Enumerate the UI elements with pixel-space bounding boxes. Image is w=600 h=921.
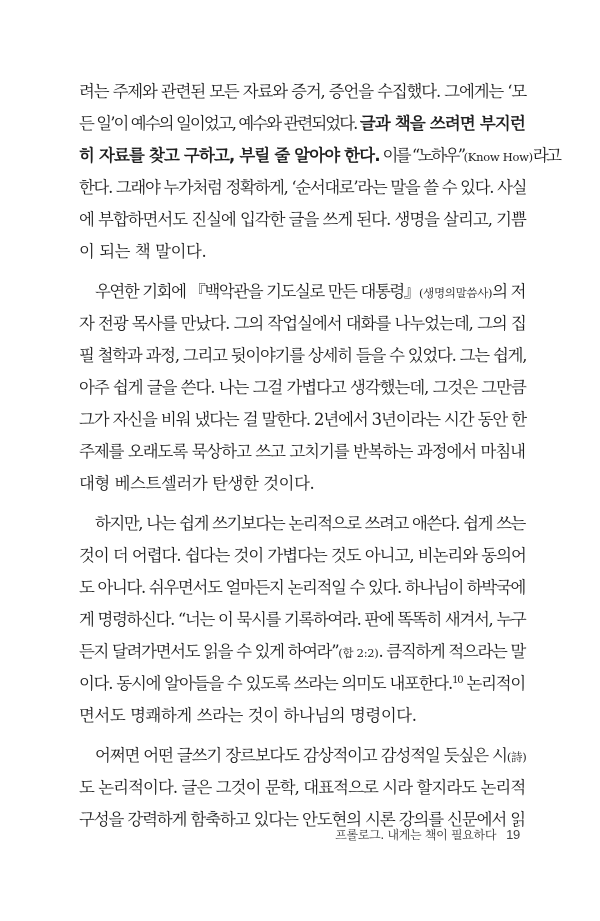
- text-line: [79, 508, 525, 540]
- text-run: 든지 달려가면서도 읽을 수 있게 하여라”: [79, 642, 339, 661]
- text-line: [79, 276, 525, 308]
- text-line: [79, 172, 525, 204]
- small-annotation: (생명의말씀사): [419, 286, 493, 300]
- text-run: 한다. 그래야 누가처럼 정확하게, ‘순서대로’라는 말을 쓸 수 있다. 사실: [79, 178, 527, 197]
- text-line: [79, 236, 525, 268]
- text-line: [79, 108, 525, 140]
- text-line: [79, 204, 525, 236]
- running-title: 프롤로그. 내게는 책이 필요하다: [335, 828, 497, 842]
- text-run: 이를 “노하우”: [379, 146, 464, 165]
- small-annotation: (합 2:2): [338, 646, 379, 660]
- text-line: [79, 636, 525, 668]
- text-run: 게 명령하신다. “너는 이 묵시를 기록하여라. 판에 똑똑히 새겨서, 누구: [79, 610, 526, 629]
- paragraph-spacer: [79, 268, 525, 276]
- bold-emphasis: 글과 책을 쓰려면 부지런: [359, 114, 525, 133]
- text-run: 자 전광 목사를 만났다. 그의 작업실에서 대화를 나누었는데, 그의 집: [79, 314, 526, 333]
- text-line: [79, 340, 525, 372]
- text-run: 려는 주제와 관련된 모든 자료와 증거, 증언을 수집했다. 그에게는 ‘모: [79, 82, 527, 101]
- text-line: [79, 404, 525, 436]
- text-run: 에 부합하면서도 진실에 입각한 글을 쓰게 된다. 생명을 살리고, 기쁨: [79, 210, 526, 229]
- text-run: 라고: [532, 146, 560, 165]
- text-run: 의 저: [492, 282, 526, 301]
- text-line: [79, 436, 525, 468]
- body-text: [79, 76, 560, 836]
- text-run: 그가 자신을 비워 냈다는 걸 말한다. 2년에서 3년이라는 시간 동안 한: [79, 410, 526, 429]
- text-line: [79, 540, 525, 572]
- text-run: 면서도 명쾌하게 쓰라는 것이 하나님의 명령이다.: [79, 706, 417, 725]
- text-run: 도 논리적이다. 글은 그것이 문학, 대표적으로 시라 할지라도 논리적: [79, 778, 526, 797]
- text-run: 우연한 기회에 『백악관을 기도실로 만든 대통령』: [95, 282, 419, 301]
- paragraph-1: [79, 76, 560, 268]
- text-line: [79, 76, 525, 108]
- text-run: 대형 베스트셀러가 탄생한 것이다.: [79, 474, 315, 493]
- text-run: 어쩌면 어떤 글쓰기 장르보다도 감상적이고 감성적일 듯싶은 시: [95, 746, 507, 765]
- text-run: . 큼직하게 적으라는 말: [378, 642, 525, 661]
- text-line: [79, 308, 525, 340]
- text-run: 필 철학과 과정, 그리고 뒷이야기를 상세히 들을 수 있었다. 그는 쉽게,: [79, 346, 527, 365]
- text-line: [79, 668, 525, 700]
- text-line: [79, 772, 525, 804]
- text-line: [79, 372, 525, 404]
- text-line: [79, 740, 525, 772]
- text-line: [79, 468, 525, 500]
- text-run: 이다. 동시에 알아들을 수 있도록 쓰라는 의미도 내포한다.: [79, 674, 453, 693]
- small-annotation: (詩): [506, 750, 527, 764]
- page-footer: [0, 826, 520, 843]
- text-run: 논리적이: [462, 674, 525, 693]
- text-run: 주제를 오래도록 묵상하고 쓰고 고치기를 반복하는 과정에서 마침내: [79, 442, 525, 461]
- text-run: 아주 쉽게 글을 쓴다. 나는 그걸 가볍다고 생각했는데, 그것은 그만큼: [79, 378, 526, 397]
- text-run: 것이 더 어렵다. 쉽다는 것이 가볍다는 것도 아니고, 비논리와 동의어: [79, 546, 526, 565]
- paragraph-spacer: [79, 500, 525, 508]
- text-run: 든 일’이 예수의 일이었고, 예수와 관련되었다.: [79, 114, 360, 133]
- text-run: 하지만, 나는 쉽게 쓰기보다는 논리적으로 쓰려고 애쓴다. 쉽게 쓰는: [95, 514, 525, 533]
- text-run: 구성을 강력하게 함축하고 있다는 안도현의 시론 강의를 신문에서 읽: [79, 810, 525, 829]
- text-line: [79, 700, 525, 732]
- paragraph-3: [79, 508, 525, 732]
- bold-emphasis: 히 자료를 찾고 구하고, 부릴 줄 알아야 한다.: [79, 146, 380, 165]
- footnote-marker: 10: [452, 675, 463, 686]
- paragraph-2: [79, 276, 525, 500]
- text-run: 이 되는 책 말이다.: [79, 242, 207, 261]
- paragraph-spacer: [79, 732, 525, 740]
- text-line: [79, 604, 525, 636]
- small-annotation: (Know How): [463, 150, 533, 164]
- text-line: [79, 572, 525, 604]
- page-number: 19: [506, 827, 520, 842]
- text-run: 도 아니다. 쉬우면서도 얼마든지 논리적일 수 있다. 하나님이 하박국에: [79, 578, 526, 597]
- text-line: [79, 140, 560, 172]
- paragraph-4: [79, 740, 525, 836]
